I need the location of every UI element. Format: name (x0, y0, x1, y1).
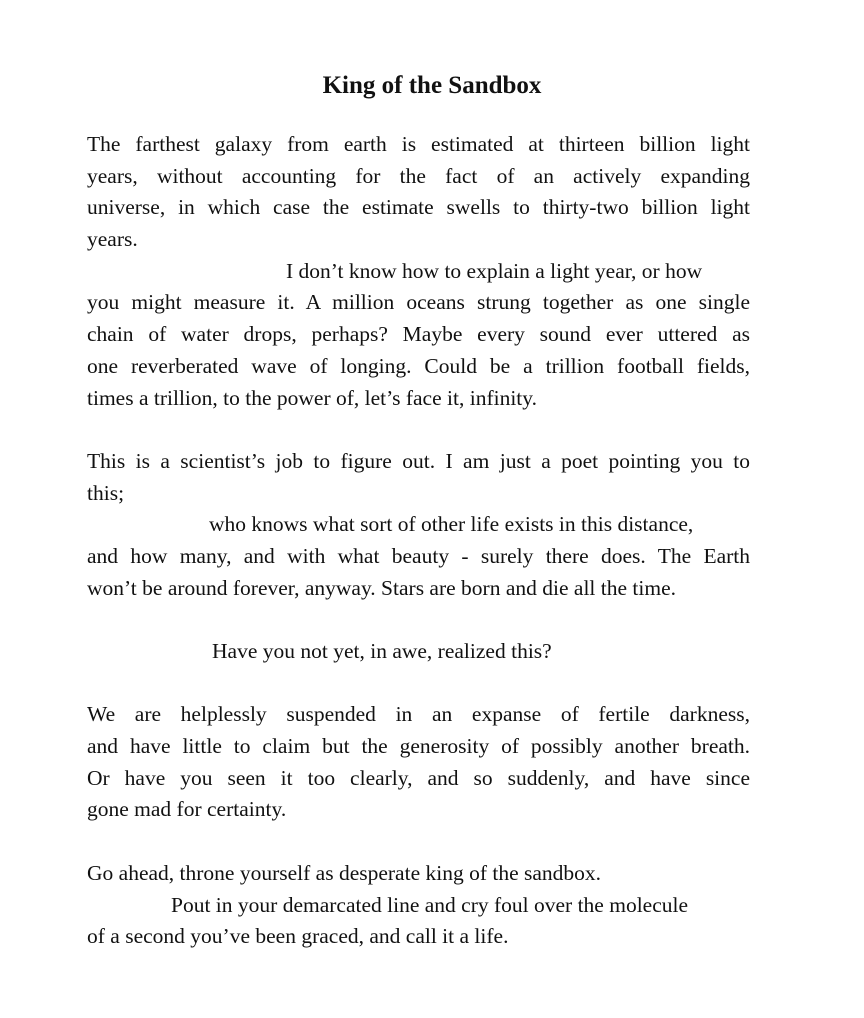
poem-line: Or have you seen it too clearly, and so suddenly, and have since (87, 765, 750, 790)
stanza-break (87, 414, 750, 446)
poem-line: who knows what sort of other life exists in this distance, (209, 512, 694, 537)
poem-line: one reverberated wave of longing. Could be a trillion football fields, (87, 353, 750, 378)
poem-line: and have little to claim but the generosity of possibly another breath. (87, 734, 750, 759)
stanza-break (87, 668, 750, 700)
poem-line: We are helplessly suspended in an expanse of fertile darkness, (87, 702, 750, 727)
poem-line: gone mad for certainty. (87, 797, 287, 822)
poem-line: I don’t know how to explain a light year, or how (286, 258, 703, 283)
poem-line: you might measure it. A million oceans strung together as one single (87, 290, 750, 315)
poem-line: times a trillion, to the power of, let’s face it, infinity. (87, 385, 537, 410)
poem-line: The farthest galaxy from earth is estimated at thirteen billion light (87, 132, 750, 156)
poem-line: years, without accounting for the fact of an actively expanding (87, 163, 750, 188)
poem-body (87, 129, 750, 953)
poem-line: universe, in which case the estimate swells to thirty-two billion light (87, 195, 750, 220)
poem-line: Go ahead, throne yourself as desperate king of the sandbox. (87, 860, 602, 885)
poem-title: King of the Sandbox (322, 72, 542, 99)
stanza-break (87, 826, 750, 858)
poem-line: this; (87, 480, 125, 505)
poem-line: chain of water drops, perhaps? Maybe every sound ever uttered as (87, 322, 750, 347)
poem-line: and how many, and with what beauty - surely there does. The Earth (87, 543, 750, 568)
poem-line: won’t be around forever, anyway. Stars are born and die all the time. (87, 575, 676, 600)
poem-line: This is a scientist’s job to figure out. I am just a poet pointing you to (87, 448, 750, 473)
poem-line: years. (87, 227, 138, 252)
poem-line: Pout in your demarcated line and cry foul over the molecule (171, 892, 689, 917)
poem-line: Have you not yet, in awe, realized this? (212, 639, 552, 663)
stanza-break (87, 604, 750, 636)
poem-line: of a second you’ve been graced, and call it a life. (87, 924, 509, 949)
